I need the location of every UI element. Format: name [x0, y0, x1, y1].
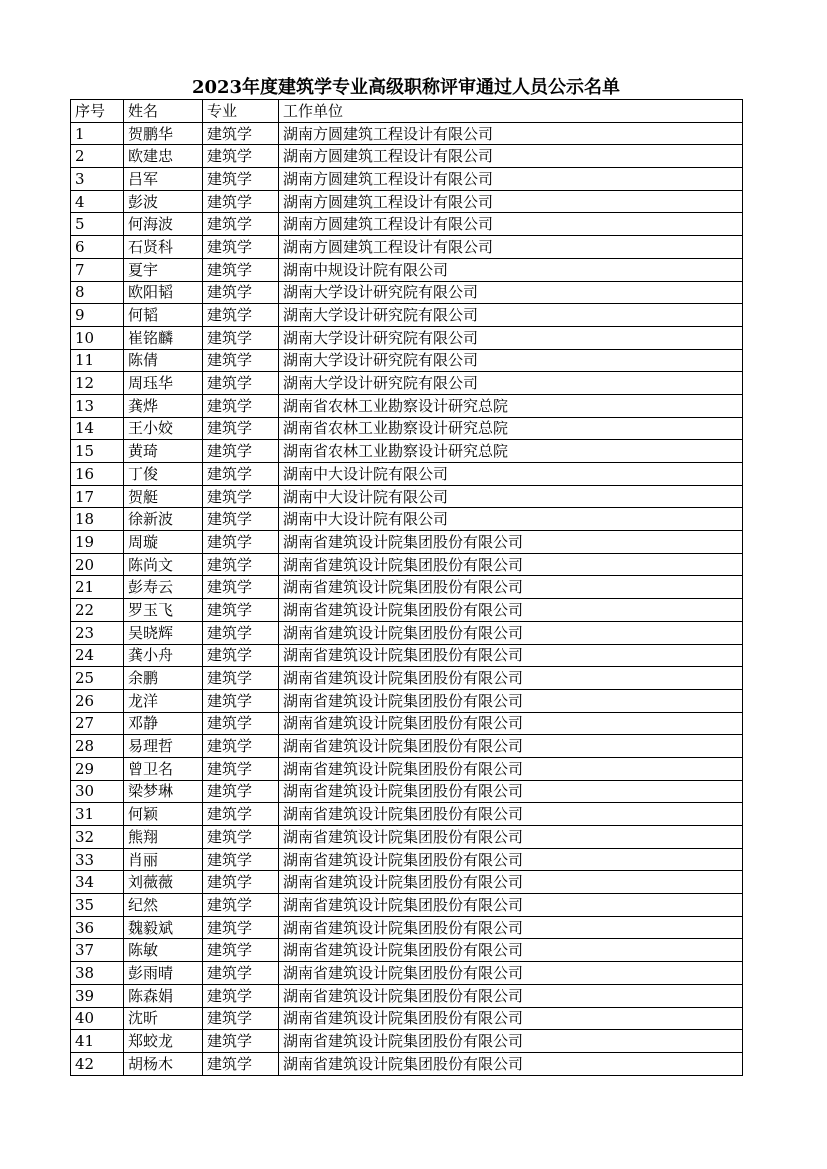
- table-row: [71, 780, 743, 803]
- cell-number: 10: [71, 326, 124, 349]
- cell-name: 陈敏: [124, 939, 203, 962]
- header-cell-number: 序号: [71, 100, 124, 123]
- table-row: [71, 621, 743, 644]
- header-cell-major: 专业: [203, 100, 279, 123]
- cell-number: 30: [71, 780, 124, 803]
- cell-workplace: 湖南省建筑设计院集团股份有限公司: [279, 689, 743, 712]
- table-row: [71, 281, 743, 304]
- cell-major: 建筑学: [203, 190, 279, 213]
- cell-name: 夏宇: [124, 258, 203, 281]
- cell-major: 建筑学: [203, 258, 279, 281]
- cell-workplace: 湖南方圆建筑工程设计有限公司: [279, 213, 743, 236]
- cell-number: 20: [71, 553, 124, 576]
- table-row: [71, 916, 743, 939]
- cell-major: 建筑学: [203, 1052, 279, 1075]
- cell-major: 建筑学: [203, 326, 279, 349]
- cell-workplace: 湖南省建筑设计院集团股份有限公司: [279, 848, 743, 871]
- cell-workplace: 湖南方圆建筑工程设计有限公司: [279, 190, 743, 213]
- table-row: [71, 871, 743, 894]
- cell-workplace: 湖南大学设计研究院有限公司: [279, 304, 743, 327]
- cell-name: 彭寿云: [124, 576, 203, 599]
- cell-name: 龚烨: [124, 394, 203, 417]
- cell-number: 41: [71, 1030, 124, 1053]
- cell-workplace: 湖南大学设计研究院有限公司: [279, 349, 743, 372]
- cell-major: 建筑学: [203, 372, 279, 395]
- cell-name: 丁俊: [124, 463, 203, 486]
- cell-name: 何颖: [124, 803, 203, 826]
- table-row: [71, 576, 743, 599]
- cell-workplace: 湖南省建筑设计院集团股份有限公司: [279, 644, 743, 667]
- cell-major: 建筑学: [203, 871, 279, 894]
- cell-name: 陈尚文: [124, 553, 203, 576]
- cell-workplace: 湖南省建筑设计院集团股份有限公司: [279, 939, 743, 962]
- cell-major: 建筑学: [203, 894, 279, 917]
- cell-major: 建筑学: [203, 304, 279, 327]
- table-row: [71, 599, 743, 622]
- cell-workplace: 湖南中大设计院有限公司: [279, 508, 743, 531]
- table-header-row: [71, 100, 743, 123]
- cell-name: 纪然: [124, 894, 203, 917]
- cell-major: 建筑学: [203, 689, 279, 712]
- table-row: [71, 712, 743, 735]
- cell-workplace: 湖南中规设计院有限公司: [279, 258, 743, 281]
- cell-number: 26: [71, 689, 124, 712]
- cell-name: 胡杨木: [124, 1052, 203, 1075]
- cell-workplace: 湖南方圆建筑工程设计有限公司: [279, 236, 743, 259]
- cell-workplace: 湖南大学设计研究院有限公司: [279, 281, 743, 304]
- cell-name: 吕军: [124, 168, 203, 191]
- table-row: [71, 894, 743, 917]
- header-cell-name: 姓名: [124, 100, 203, 123]
- cell-major: 建筑学: [203, 757, 279, 780]
- cell-workplace: 湖南大学设计研究院有限公司: [279, 326, 743, 349]
- cell-major: 建筑学: [203, 145, 279, 168]
- cell-workplace: 湖南中大设计院有限公司: [279, 485, 743, 508]
- table-row: [71, 757, 743, 780]
- table-row: [71, 304, 743, 327]
- cell-major: 建筑学: [203, 417, 279, 440]
- cell-number: 5: [71, 213, 124, 236]
- table-row: [71, 440, 743, 463]
- table-row: [71, 1052, 743, 1075]
- cell-number: 4: [71, 190, 124, 213]
- cell-workplace: 湖南中大设计院有限公司: [279, 463, 743, 486]
- table-row: [71, 803, 743, 826]
- table-row: [71, 258, 743, 281]
- cell-major: 建筑学: [203, 1007, 279, 1030]
- cell-workplace: 湖南方圆建筑工程设计有限公司: [279, 145, 743, 168]
- cell-major: 建筑学: [203, 1030, 279, 1053]
- table-row: [71, 826, 743, 849]
- cell-major: 建筑学: [203, 508, 279, 531]
- cell-name: 黄琦: [124, 440, 203, 463]
- table-row: [71, 508, 743, 531]
- table-row: [71, 190, 743, 213]
- cell-major: 建筑学: [203, 848, 279, 871]
- table-row: [71, 962, 743, 985]
- cell-workplace: 湖南省建筑设计院集团股份有限公司: [279, 712, 743, 735]
- cell-workplace: 湖南省建筑设计院集团股份有限公司: [279, 894, 743, 917]
- cell-major: 建筑学: [203, 621, 279, 644]
- cell-major: 建筑学: [203, 962, 279, 985]
- cell-name: 贺鹏华: [124, 122, 203, 145]
- cell-number: 9: [71, 304, 124, 327]
- cell-major: 建筑学: [203, 780, 279, 803]
- cell-workplace: 湖南省建筑设计院集团股份有限公司: [279, 916, 743, 939]
- cell-workplace: 湖南省建筑设计院集团股份有限公司: [279, 962, 743, 985]
- cell-name: 欧阳韬: [124, 281, 203, 304]
- cell-number: 25: [71, 667, 124, 690]
- cell-major: 建筑学: [203, 667, 279, 690]
- table-row: [71, 939, 743, 962]
- cell-name: 曾卫名: [124, 757, 203, 780]
- cell-number: 16: [71, 463, 124, 486]
- cell-major: 建筑学: [203, 394, 279, 417]
- cell-number: 1: [71, 122, 124, 145]
- cell-workplace: 湖南省农林工业勘察设计研究总院: [279, 417, 743, 440]
- cell-number: 15: [71, 440, 124, 463]
- table-row: [71, 213, 743, 236]
- cell-major: 建筑学: [203, 826, 279, 849]
- cell-number: 29: [71, 757, 124, 780]
- table-row: [71, 848, 743, 871]
- cell-name: 周璇: [124, 531, 203, 554]
- cell-number: 2: [71, 145, 124, 168]
- cell-name: 刘薇薇: [124, 871, 203, 894]
- cell-workplace: 湖南省建筑设计院集团股份有限公司: [279, 984, 743, 1007]
- cell-name: 熊翔: [124, 826, 203, 849]
- cell-workplace: 湖南省农林工业勘察设计研究总院: [279, 440, 743, 463]
- table-row: [71, 168, 743, 191]
- cell-workplace: 湖南省农林工业勘察设计研究总院: [279, 394, 743, 417]
- cell-name: 陈森娟: [124, 984, 203, 1007]
- cell-number: 19: [71, 531, 124, 554]
- cell-major: 建筑学: [203, 213, 279, 236]
- cell-name: 周珏华: [124, 372, 203, 395]
- cell-number: 34: [71, 871, 124, 894]
- table-row: [71, 394, 743, 417]
- table-row: [71, 553, 743, 576]
- table-row: [71, 145, 743, 168]
- table-row: [71, 1030, 743, 1053]
- table-row: [71, 485, 743, 508]
- cell-major: 建筑学: [203, 349, 279, 372]
- cell-workplace: 湖南方圆建筑工程设计有限公司: [279, 168, 743, 191]
- cell-number: 28: [71, 735, 124, 758]
- cell-name: 郑蛟龙: [124, 1030, 203, 1053]
- cell-name: 王小姣: [124, 417, 203, 440]
- cell-number: 35: [71, 894, 124, 917]
- table-row: [71, 236, 743, 259]
- document-title: 2023年度建筑学专业高级职称评审通过人员公示名单: [191, 77, 621, 98]
- cell-name: 彭雨晴: [124, 962, 203, 985]
- cell-name: 何韬: [124, 304, 203, 327]
- table-row: [71, 122, 743, 145]
- cell-workplace: 湖南省建筑设计院集团股份有限公司: [279, 531, 743, 554]
- cell-name: 贺艇: [124, 485, 203, 508]
- cell-number: 39: [71, 984, 124, 1007]
- cell-major: 建筑学: [203, 599, 279, 622]
- cell-number: 24: [71, 644, 124, 667]
- cell-workplace: 湖南省建筑设计院集团股份有限公司: [279, 621, 743, 644]
- cell-number: 37: [71, 939, 124, 962]
- header-cell-workplace: 工作单位: [279, 100, 743, 123]
- cell-name: 石贤科: [124, 236, 203, 259]
- cell-workplace: 湖南省建筑设计院集团股份有限公司: [279, 735, 743, 758]
- cell-number: 18: [71, 508, 124, 531]
- cell-number: 12: [71, 372, 124, 395]
- cell-workplace: 湖南省建筑设计院集团股份有限公司: [279, 1052, 743, 1075]
- cell-major: 建筑学: [203, 712, 279, 735]
- cell-number: 17: [71, 485, 124, 508]
- roster-table: [70, 99, 743, 1076]
- cell-number: 11: [71, 349, 124, 372]
- cell-name: 吴晓辉: [124, 621, 203, 644]
- table-row: [71, 463, 743, 486]
- cell-name: 魏毅斌: [124, 916, 203, 939]
- cell-name: 余鹏: [124, 667, 203, 690]
- table-row: [71, 531, 743, 554]
- cell-number: 13: [71, 394, 124, 417]
- cell-workplace: 湖南方圆建筑工程设计有限公司: [279, 122, 743, 145]
- cell-major: 建筑学: [203, 485, 279, 508]
- cell-name: 肖丽: [124, 848, 203, 871]
- cell-workplace: 湖南省建筑设计院集团股份有限公司: [279, 667, 743, 690]
- cell-major: 建筑学: [203, 576, 279, 599]
- table-row: [71, 667, 743, 690]
- table-row: [71, 735, 743, 758]
- roster-table-body: [71, 100, 743, 1076]
- cell-name: 梁梦琳: [124, 780, 203, 803]
- cell-number: 3: [71, 168, 124, 191]
- cell-number: 36: [71, 916, 124, 939]
- cell-major: 建筑学: [203, 916, 279, 939]
- cell-number: 31: [71, 803, 124, 826]
- cell-major: 建筑学: [203, 122, 279, 145]
- cell-major: 建筑学: [203, 463, 279, 486]
- cell-workplace: 湖南省建筑设计院集团股份有限公司: [279, 871, 743, 894]
- cell-workplace: 湖南省建筑设计院集团股份有限公司: [279, 599, 743, 622]
- cell-number: 38: [71, 962, 124, 985]
- cell-number: 23: [71, 621, 124, 644]
- cell-workplace: 湖南省建筑设计院集团股份有限公司: [279, 826, 743, 849]
- cell-number: 42: [71, 1052, 124, 1075]
- table-row: [71, 372, 743, 395]
- cell-number: 21: [71, 576, 124, 599]
- table-row: [71, 644, 743, 667]
- cell-major: 建筑学: [203, 644, 279, 667]
- cell-number: 27: [71, 712, 124, 735]
- cell-major: 建筑学: [203, 803, 279, 826]
- table-row: [71, 984, 743, 1007]
- cell-number: 22: [71, 599, 124, 622]
- cell-name: 邓静: [124, 712, 203, 735]
- cell-name: 龙洋: [124, 689, 203, 712]
- cell-major: 建筑学: [203, 553, 279, 576]
- cell-number: 40: [71, 1007, 124, 1030]
- cell-major: 建筑学: [203, 531, 279, 554]
- cell-workplace: 湖南省建筑设计院集团股份有限公司: [279, 803, 743, 826]
- cell-name: 何海波: [124, 213, 203, 236]
- table-row: [71, 349, 743, 372]
- cell-name: 崔铭麟: [124, 326, 203, 349]
- cell-major: 建筑学: [203, 281, 279, 304]
- cell-number: 14: [71, 417, 124, 440]
- cell-workplace: 湖南大学设计研究院有限公司: [279, 372, 743, 395]
- cell-major: 建筑学: [203, 236, 279, 259]
- cell-name: 陈倩: [124, 349, 203, 372]
- cell-number: 6: [71, 236, 124, 259]
- cell-name: 罗玉飞: [124, 599, 203, 622]
- cell-major: 建筑学: [203, 939, 279, 962]
- cell-name: 欧建忠: [124, 145, 203, 168]
- table-row: [71, 689, 743, 712]
- cell-name: 徐新波: [124, 508, 203, 531]
- cell-workplace: 湖南省建筑设计院集团股份有限公司: [279, 757, 743, 780]
- cell-workplace: 湖南省建筑设计院集团股份有限公司: [279, 553, 743, 576]
- cell-major: 建筑学: [203, 984, 279, 1007]
- cell-workplace: 湖南省建筑设计院集团股份有限公司: [279, 780, 743, 803]
- cell-name: 龚小舟: [124, 644, 203, 667]
- cell-number: 7: [71, 258, 124, 281]
- cell-number: 33: [71, 848, 124, 871]
- cell-number: 32: [71, 826, 124, 849]
- cell-workplace: 湖南省建筑设计院集团股份有限公司: [279, 1007, 743, 1030]
- table-row: [71, 417, 743, 440]
- cell-number: 8: [71, 281, 124, 304]
- cell-workplace: 湖南省建筑设计院集团股份有限公司: [279, 576, 743, 599]
- cell-major: 建筑学: [203, 440, 279, 463]
- cell-name: 易理哲: [124, 735, 203, 758]
- cell-name: 沈昕: [124, 1007, 203, 1030]
- cell-workplace: 湖南省建筑设计院集团股份有限公司: [279, 1030, 743, 1053]
- cell-major: 建筑学: [203, 735, 279, 758]
- table-row: [71, 326, 743, 349]
- cell-major: 建筑学: [203, 168, 279, 191]
- cell-name: 彭波: [124, 190, 203, 213]
- table-row: [71, 1007, 743, 1030]
